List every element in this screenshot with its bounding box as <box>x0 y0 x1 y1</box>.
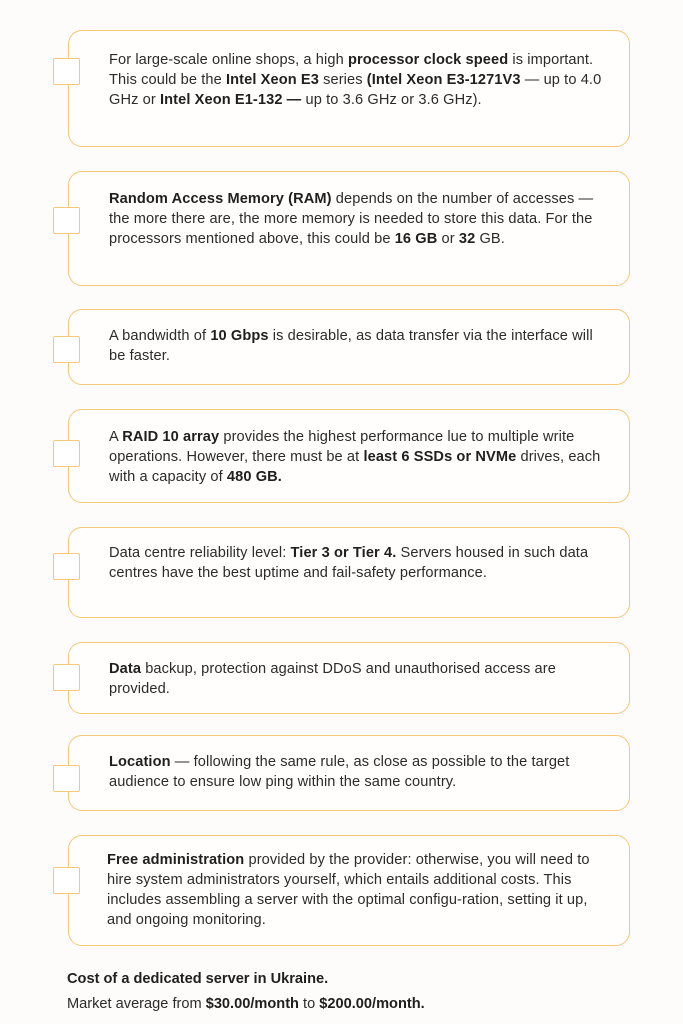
emphasis-text: 32 <box>458 231 476 247</box>
emphasis-text: Tier 3 or Tier 4. <box>290 545 397 561</box>
checkbox-backup[interactable] <box>53 664 80 691</box>
requirement-text <box>109 427 609 487</box>
cost-prefix: Market average from <box>67 996 206 1012</box>
cost-max: $200.00/month. <box>319 996 425 1012</box>
body-text: up to 3.6 GHz or 3.6 GHz). <box>301 92 482 108</box>
emphasis-text: Intel Xeon E3 <box>226 72 319 88</box>
emphasis-text: 10 Gbps <box>210 328 269 344</box>
emphasis-text: Random Access Memory (RAM) <box>109 191 332 207</box>
body-text: A bandwidth of <box>109 328 211 344</box>
checkbox-cpu[interactable] <box>53 58 80 85</box>
body-text: — following the same rule, as close as possible to the target audience to ensure low ping within the same country. <box>109 754 570 790</box>
checkbox-location[interactable] <box>53 765 80 792</box>
emphasis-text: 480 GB. <box>226 469 282 485</box>
requirement-card-ram <box>68 171 630 286</box>
body-text: Data centre reliability level: <box>109 545 291 561</box>
body-text: drives, each with a capacity of <box>109 449 601 485</box>
body-text: depends on the number of accesses — the more there are, the more memory is needed to store this data. For the processors mentioned above, this could be <box>109 191 594 247</box>
body-text: is desirable, as data transfer via the interface will be faster. <box>109 328 593 364</box>
emphasis-text: Intel Xeon E1-132 — <box>159 92 302 108</box>
checkbox-ram[interactable] <box>53 207 80 234</box>
cost-range <box>67 996 425 1012</box>
body-text: or <box>437 231 459 247</box>
requirement-card-raid <box>68 409 630 503</box>
requirement-text <box>109 326 609 366</box>
requirement-text <box>109 50 609 110</box>
body-text: series <box>318 72 367 88</box>
requirement-text <box>109 659 609 699</box>
body-text: A <box>109 429 123 445</box>
emphasis-text: Data <box>109 661 142 677</box>
emphasis-text: (Intel Xeon E3-1271V3 <box>366 72 521 88</box>
checkbox-administration[interactable] <box>53 867 80 894</box>
body-text: provides the highest performance lue to multiple write operations. However, there must be at <box>109 429 575 465</box>
body-text: For large-scale online shops, a high <box>109 52 348 68</box>
checkbox-bandwidth[interactable] <box>53 336 80 363</box>
requirement-card-cpu <box>68 30 630 147</box>
emphasis-text: 16 GB <box>394 231 438 247</box>
emphasis-text: Free administration <box>107 852 245 868</box>
emphasis-text: processor clock speed <box>347 52 509 68</box>
body-text: GB. <box>475 231 505 247</box>
checkbox-raid[interactable] <box>53 440 80 467</box>
body-text: — up to 4.0 GHz or <box>109 72 602 108</box>
cost-heading: Cost of a dedicated server in Ukraine. <box>67 971 329 987</box>
requirement-text <box>109 543 609 583</box>
body-text: is important. This could be the <box>109 52 594 88</box>
emphasis-text: Location <box>109 754 171 770</box>
requirement-card-backup <box>68 642 630 714</box>
emphasis-text: RAID 10 array <box>122 429 220 445</box>
requirement-text <box>109 189 609 249</box>
requirement-card-administration <box>68 835 630 946</box>
requirement-card-datacentre <box>68 527 630 618</box>
requirement-text <box>109 752 609 792</box>
body-text: Servers housed in such data centres have the best uptime and fail-safety performance. <box>109 545 589 581</box>
requirement-card-location <box>68 735 630 811</box>
cost-min: $30.00/month <box>205 996 299 1012</box>
cost-separator: to <box>298 996 320 1012</box>
body-text: provided by the provider: otherwise, you will need to hire system administrators yourself, which entails additional costs. This includes assembling a server with the optimal configu-ration, setting it up, and ongoing monitoring. <box>107 852 590 928</box>
body-text: backup, protection against DDoS and unauthorised access are provided. <box>109 661 556 697</box>
requirement-text <box>107 850 609 930</box>
emphasis-text: least 6 SSDs or NVMe <box>363 449 517 465</box>
checkbox-datacentre[interactable] <box>53 553 80 580</box>
requirement-card-bandwidth <box>68 309 630 385</box>
